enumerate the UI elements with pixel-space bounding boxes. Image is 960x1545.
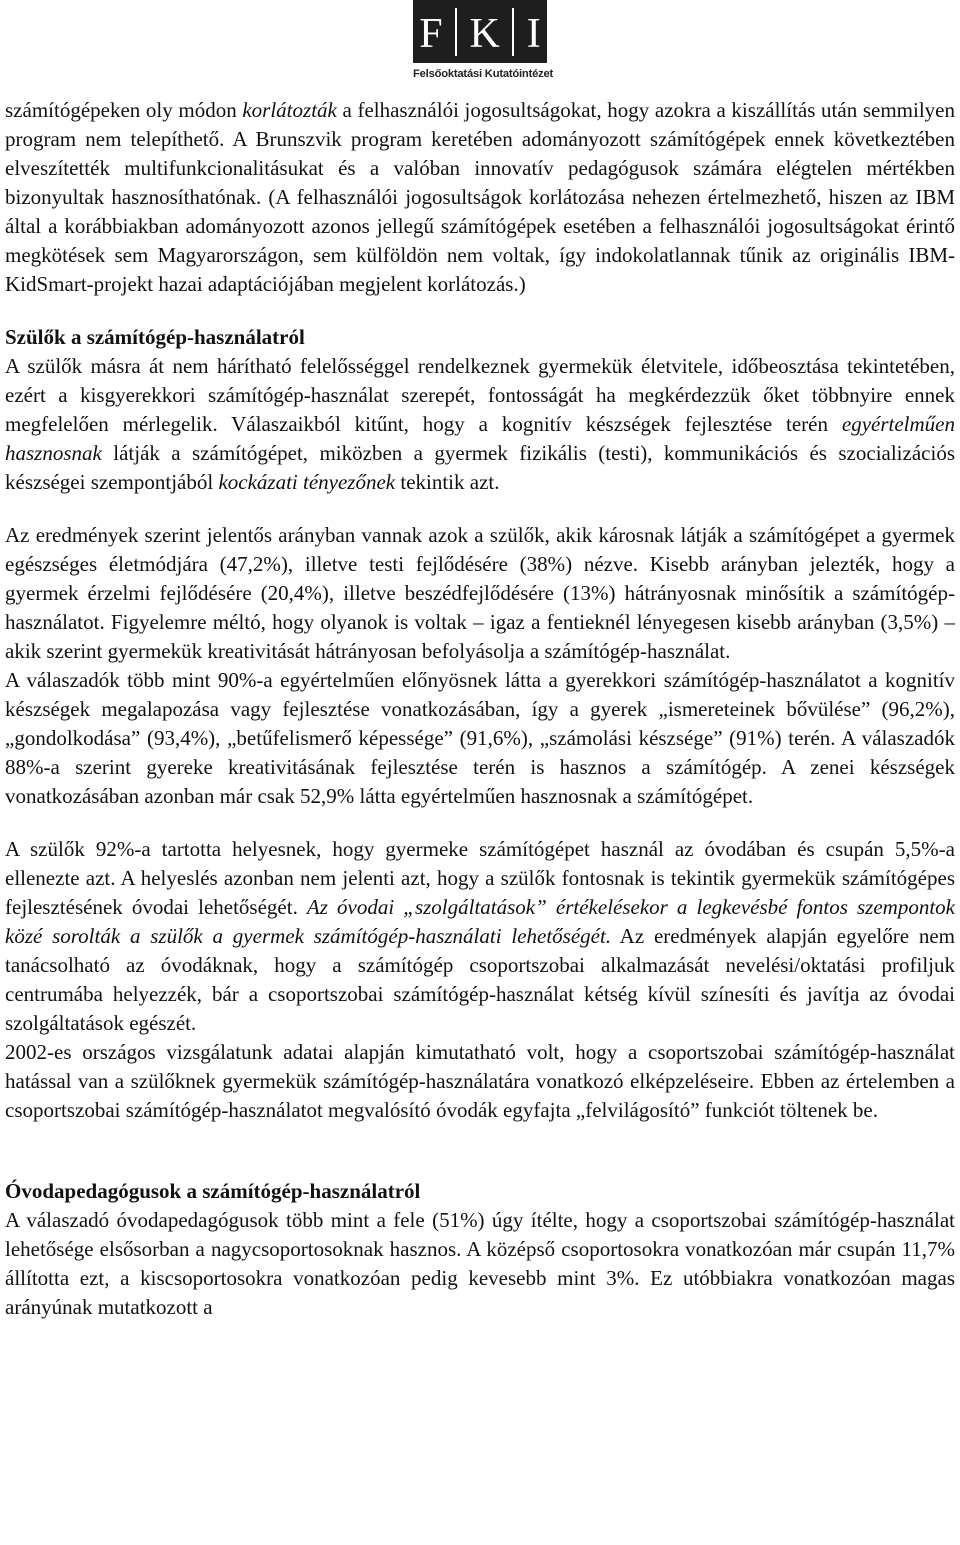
paragraph-spacer [5, 299, 955, 323]
body-paragraph [5, 521, 955, 666]
paragraph-text: tekintik azt. [395, 470, 500, 494]
paragraph-spacer [5, 811, 955, 835]
paragraph-text: számítógépeken oly módon [5, 98, 243, 122]
paragraph-text: látják a számítógépet, miközben a gyermek fizikális (testi), kommunikációs és szocializációs készségei szempontjából [5, 441, 955, 494]
body-paragraph [5, 352, 955, 497]
logo-subtitle: Felsőoktatási Kutatóintézet [413, 68, 554, 80]
paragraph-text: A szülők másra át nem hárítható felelősséggel rendelkeznek gyermekük életvitele, időbeosztása tekintetében, ezért a kisgyerekkori számítógép-használat szerepét, fontosságát ha megkérdezzük őket többnyire ennek megfelelően mérlegelik. Válaszaikból kitűnt, hogy a kognitív készségek fejlesztése terén [5, 354, 955, 436]
emphasis-text: Az óvodai „szolgáltatások” értékelésekor a legkevésbé fontos szempontok közé sorolták a szülők a gyermek számítógép-használati lehetőségét. [5, 895, 955, 948]
logo-letter-k: K [469, 10, 500, 57]
paragraph-text: Az eredmények alapján egyelőre nem tanácsolható az óvodáknak, hogy a számítógép csoportszobai alkalmazását nevelési/oktatási profiljuk centrumába helyezzék, bár a csoportszobai számítógép-használat kétség kívül színesíti és javítja az óvodai szolgáltatások egészét. [5, 924, 955, 1035]
section-heading: Óvodapedagógusok a számítógép-használatról [5, 1179, 421, 1203]
body-paragraph [5, 1038, 955, 1125]
fki-logo [413, 0, 553, 88]
paragraph-spacer [5, 1125, 955, 1177]
paragraph-text: Az eredmények szerint jelentős arányban vannak azok a szülők, akik károsnak látják a számítógépet a gyermek egészséges életmódjára (47,2%), illetve testi fejlődésére (38%) nézve. Kisebb arányban jelezték, hogy a gyermek érzelmi fejlődésére (20,4%), illetve beszédfejlődésére (13%) hátrányosnak minősítik a számítógép-használatot. Figyelemre méltó, hogy olyanok is voltak – igaz a fentieknél lényegesen kisebb arányban (3,5%) – akik szerint gyermekük kreativitását hátrányosan befolyásolja a számítógép-használat. [5, 523, 955, 663]
paragraph-text: A válaszadó óvodapedagógusok több mint a fele (51%) úgy ítélte, hogy a csoportszobai számítógép-használat lehetősége elsősorban a nagycsoportosoknak hasznos. A középső csoportosokra vonatkozóan már csupán 11,7% állította ezt, a kiscsoportosokra vonatkozóan pedig kevesebb mint 3%. Ez utóbbiakra vonatkozóan magas arányúnak mutatkozott a [5, 1208, 955, 1319]
paragraph-text: A válaszadók több mint 90%-a egyértelműen előnyösnek látta a gyerekkori számítógép-használatot a kognitív készségek megalapozása vagy fejlesztése vonatkozásában, így a gyerek „ismereteinek bővülése” (96,2%), „gondolkodása” (93,4%), „betűfelismerő képessége” (91,6%), „számolási készsége” (91%) terén. A válaszadók 88%-a szerint gyereke kreativitásának fejlesztése terén is hasznos a számítógép. A zenei készségek vonatkozásában azonban már csak 52,9% látta egyértelműen hasznosnak a számítógépet. [5, 668, 955, 808]
document-body [5, 96, 955, 1322]
emphasis-text: kockázati tényezőnek [218, 470, 396, 494]
logo-divider [455, 8, 457, 56]
logo-divider [512, 8, 514, 56]
logo-mark [413, 0, 547, 63]
paragraph-spacer [5, 497, 955, 521]
body-paragraph [5, 1206, 955, 1322]
body-paragraph [5, 666, 955, 811]
logo-letter-i: I [526, 10, 541, 57]
paragraph-text: a felhasználói jogosultságokat, hogy azokra a kiszállítás után semmilyen program nem telepíthető. A Brunszvik program keretében adományozott számítógépek ennek következtében elveszítették multifunkcionalitásukat és a valóban innovatív pedagógusok számára elégtelen mértékben bizonyultak hasznosíthatónak. (A felhasználói jogosultságok korlátozása nehezen értelmezhető, hiszen az IBM által a korábbiakban adományozott azonos jellegű számítógépek esetében a felhasználói jogosultságokat érintő megkötések sem Magyarországon, sem külföldön nem voltak, így indokolatlannak tűnik az originális IBM-KidSmart-projekt hazai adaptációjában megjelent korlátozás.) [5, 98, 955, 296]
logo-letter-f: F [419, 10, 443, 57]
body-paragraph [5, 835, 955, 1038]
paragraph-text: A szülők 92%-a tartotta helyesnek, hogy gyermeke számítógépet használ az óvodában és csupán 5,5%-a ellenezte azt. A helyeslés azonban nem jelenti azt, hogy a szülők fontosnak is tekintik gyermekük számítógépes fejlesztésének óvodai lehetőségét. [5, 837, 955, 919]
section-heading: Szülők a számítógép-használatról [5, 325, 305, 349]
emphasis-text: korlátozták [242, 98, 337, 122]
body-paragraph [5, 96, 955, 299]
paragraph-text: 2002-es országos vizsgálatunk adatai alapján kimutatható volt, hogy a csoportszobai számítógép-használat hatással van a szülőknek gyermekük számítógép-használatára vonatkozó elképzeléseire. Ebben az értelemben a csoportszobai számítógép-használatot megvalósító óvodák egyfajta „felvilágosító” funkciót töltenek be. [5, 1040, 955, 1122]
emphasis-text: egyértelműen hasznosnak [5, 412, 955, 465]
